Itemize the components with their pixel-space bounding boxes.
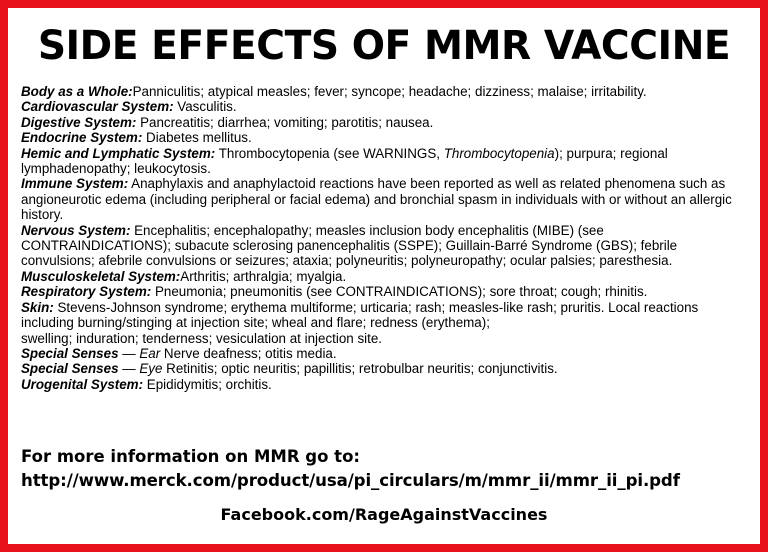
- poster-title: SIDE EFFECTS OF MMR VACCINE: [37, 23, 731, 69]
- entry-text: Vasculitis.: [173, 99, 237, 115]
- entry-nervous: [21, 223, 745, 269]
- entry-label: Cardiovascular System:: [21, 99, 174, 115]
- entry-text: Pancreatitis; diarrhea; vomiting; parotitis; nausea.: [136, 114, 434, 130]
- entry-special-senses-eye: [21, 361, 745, 376]
- entry-musculoskeletal: [21, 269, 745, 284]
- entry-text: Arthritis; arthralgia; myalgia.: [180, 268, 347, 284]
- entry-text: Encephalitis; encephalopathy; measles inclusion body encephalitis (MIBE) (see CONTRAINDICATIONS); subacute sclerosing panencephalitis (SSPE); Guillain-Barré Syndrome (GBS); febrile convulsions; afebrile convulsions or seizures; ataxia; polyneuritis; polyneuropathy; ocular palsies; paresthesia.: [21, 222, 678, 269]
- entry-sub-label: Ear: [139, 345, 161, 361]
- side-effects-list: [21, 84, 745, 392]
- entry-label: Special Senses: [21, 345, 119, 361]
- entry-text-italic: Thrombocytopenia: [443, 145, 555, 161]
- entry-text: Stevens-Johnson syndrome; erythema multiforme; urticaria; rash; measles-like rash; pruritis. Local reactions including burning/stinging at injection site; wheal and flare; redness (erythema);: [21, 299, 699, 331]
- entry-text: Anaphylaxis and anaphylactoid reactions have been reported as well as related phenomena such as angioneurotic edema (including peripheral or facial edema) and bronchial spasm in individuals with or without an allergic history.: [21, 176, 732, 223]
- entry-text: swelling; induration; tenderness; vesiculation at injection site.: [21, 330, 383, 346]
- more-info-url: http://www.merck.com/product/usa/pi_circulars/m/mmr_ii/mmr_ii_pi.pdf: [21, 471, 680, 490]
- entry-label: Hemic and Lymphatic System:: [21, 145, 216, 161]
- facebook-footer: Facebook.com/RageAgainstVaccines: [220, 505, 548, 524]
- entry-label: Immune System:: [21, 176, 129, 192]
- entry-text: Thrombocytopenia (see WARNINGS,: [215, 145, 444, 161]
- poster-frame: [8, 8, 760, 544]
- entry-dash: —: [118, 361, 140, 377]
- entry-text: Diabetes mellitus.: [142, 130, 252, 146]
- entry-label: Urogenital System:: [21, 376, 144, 392]
- entry-digestive: [21, 115, 745, 130]
- more-info-text: For more information on MMR go to:: [21, 447, 360, 466]
- entry-endocrine: [21, 130, 745, 145]
- entry-text: Retinitis; optic neuritis; papillitis; retrobulbar neuritis; conjunctivitis.: [162, 361, 558, 377]
- entry-label: Body as a Whole:: [21, 84, 133, 99]
- entry-label: Musculoskeletal System:: [21, 268, 181, 284]
- entry-sub-label: Eye: [139, 361, 163, 377]
- entry-text: Pneumonia; pneumonitis (see CONTRAINDICATIONS); sore throat; cough; rhinitis.: [151, 284, 648, 300]
- entry-skin: [21, 300, 745, 346]
- entry-body-as-whole: [21, 84, 745, 99]
- entry-dash: —: [118, 345, 140, 361]
- entry-label: Digestive System:: [21, 114, 137, 130]
- entry-text: Epididymitis; orchitis.: [143, 376, 272, 392]
- entry-cardiovascular: [21, 99, 745, 114]
- entry-text: ); purpura; regional lymphadenopathy; leukocytosis.: [21, 145, 668, 177]
- entry-label: Nervous System:: [21, 222, 131, 238]
- entry-label: Special Senses: [21, 361, 119, 377]
- entry-text: Panniculitis; atypical measles; fever; syncope; headache; dizziness; malaise; irritability.: [132, 84, 647, 99]
- entry-label: Endocrine System:: [21, 130, 143, 146]
- entry-label: Skin:: [21, 299, 54, 315]
- entry-hemic-lymphatic: [21, 146, 745, 177]
- entry-urogenital: [21, 377, 745, 392]
- entry-immune: [21, 176, 745, 222]
- entry-text: Nerve deafness; otitis media.: [160, 345, 337, 361]
- entry-label: Respiratory System:: [21, 284, 152, 300]
- entry-special-senses-ear: [21, 346, 745, 361]
- entry-respiratory: [21, 284, 745, 299]
